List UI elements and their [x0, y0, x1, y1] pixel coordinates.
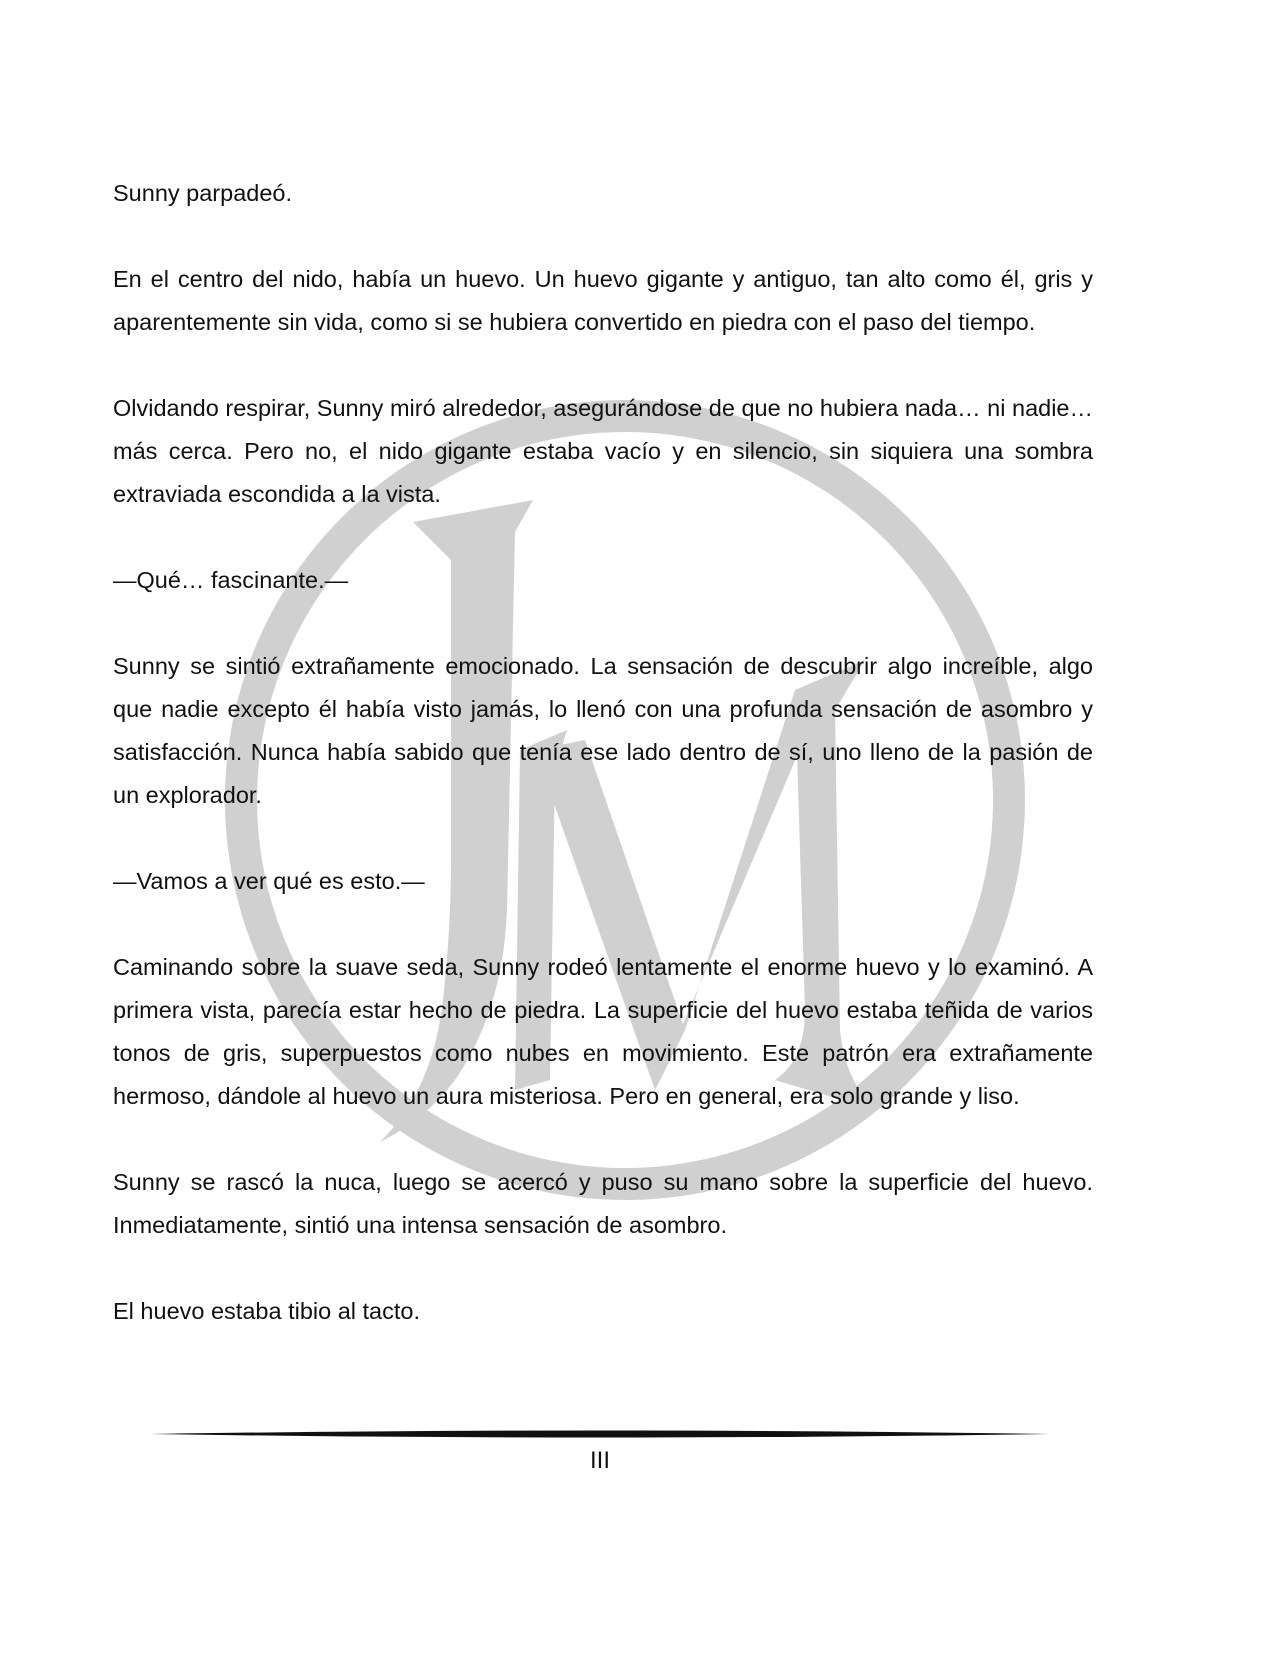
paragraph-3: Olvidando respirar, Sunny miró alrededor, asegurándose de que no hubiera nada… ni nadie… más cerca. Pero no, el nido gigante estaba vacío y en silencio, sin siquiera una sombra extraviada escondida a la vista.	[113, 395, 1093, 507]
paragraph-7: El huevo estaba tibio al tacto.	[113, 1298, 421, 1324]
footer-rule	[150, 1428, 1050, 1440]
dialogue-1: —Qué… fascinante.—	[113, 567, 349, 593]
page-number: III	[589, 1447, 610, 1474]
paragraph-1: Sunny parpadeó.	[113, 180, 293, 206]
paragraph-4: Sunny se sintió extrañamente emocionado. La sensación de descubrir algo increíble, algo que nadie excepto él había visto jamás, lo llenó con una profunda sensación de asombro y satisfacción. Nunca había sabido que tenía ese lado dentro de sí, uno lleno de la pasión de un explorador.	[113, 653, 1093, 808]
page-body	[113, 172, 1093, 1376]
paragraph-2: En el centro del nido, había un huevo. Un huevo gigante y antiguo, tan alto como él, gris y aparentemente sin vida, como si se hubiera convertido en piedra con el paso del tiempo.	[113, 266, 1093, 335]
paragraph-6: Sunny se rascó la nuca, luego se acercó y puso su mano sobre la superficie del huevo. Inmediatamente, sintió una intensa sensación de asombro.	[113, 1169, 1093, 1238]
paragraph-5: Caminando sobre la suave seda, Sunny rodeó lentamente el enorme huevo y lo examinó. A primera vista, parecía estar hecho de piedra. La superficie del huevo estaba teñida de varios tonos de gris, superpuestos como nubes en movimiento. Este patrón era extrañamente hermoso, dándole al huevo un aura misteriosa. Pero en general, era solo grande y liso.	[113, 954, 1093, 1109]
dialogue-2: —Vamos a ver qué es esto.—	[113, 868, 425, 894]
